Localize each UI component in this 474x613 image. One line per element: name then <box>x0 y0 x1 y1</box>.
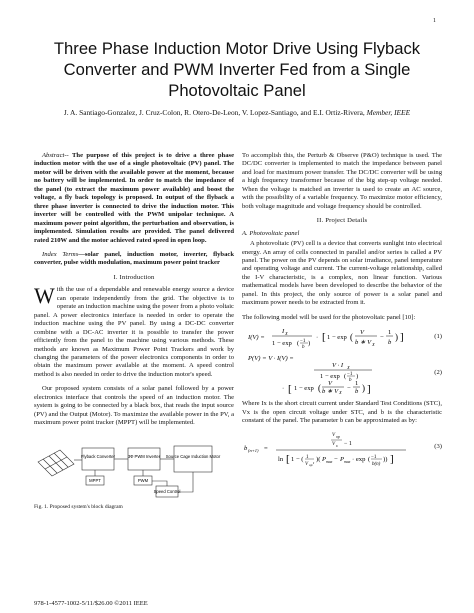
svg-text:b ∗ V: b ∗ V <box>322 388 339 395</box>
motor-block <box>174 446 212 472</box>
svg-text:· exp: · exp <box>352 455 366 463</box>
abstract-label: Abstract-- <box>42 152 69 159</box>
inverter-block <box>128 448 160 470</box>
flyback-label: Flyback Converter <box>81 453 115 459</box>
svg-text:V: V <box>305 461 309 467</box>
index-terms-text: —solar panel, induction motor, inverter, flyback converter, pulse width modulation, maximum power point tracker <box>34 250 234 267</box>
intro-paragraph-1 <box>34 283 234 379</box>
svg-text:I: I <box>313 460 315 465</box>
svg-text:b: b <box>244 444 248 452</box>
svg-text:)): )) <box>383 455 388 463</box>
membership: Member, IEEE <box>366 108 411 117</box>
svg-text:[: [ <box>322 331 326 344</box>
svg-text:]: ] <box>400 331 404 344</box>
svg-text:1 − exp: 1 − exp <box>272 340 292 348</box>
motor-label: Source Cage Induction Motor <box>165 453 221 459</box>
svg-text:1: 1 <box>388 329 392 337</box>
svg-text:1: 1 <box>355 380 359 388</box>
svg-text:X: X <box>372 342 375 348</box>
equation-3-svg <box>242 428 420 468</box>
index-terms <box>34 251 234 268</box>
equation-1-svg <box>242 324 420 350</box>
svg-text:max: max <box>326 459 333 464</box>
svg-text:[: [ <box>286 452 290 465</box>
svg-text:−: − <box>380 334 384 342</box>
right-paragraph-3: The following model will be used for the photovoltaic panel [10]: <box>242 313 416 321</box>
svg-text:−1: −1 <box>371 454 377 460</box>
svg-text:(: ( <box>297 340 300 348</box>
right-column <box>242 152 442 470</box>
svg-text:b: b <box>355 388 359 395</box>
drop-cap: W <box>34 283 55 309</box>
intro-paragraph-2: Our proposed system consists of a solar panel followed by a power electronics interface that controls the speed of an induction motor. The system is going to be connected by a black box, that reads the input source (PV) and the Output (Motor). To maximize the available power in the PV, a maximum power point tracker (MPPT) will be implemented. <box>34 385 234 427</box>
svg-text:P(V) = V · I(V) =: P(V) = V · I(V) = <box>248 355 294 363</box>
svg-text:I: I <box>282 328 285 336</box>
svg-text:=: = <box>264 444 268 452</box>
svg-text:V · I: V · I <box>332 362 344 370</box>
svg-text:): ) <box>356 373 359 381</box>
abstract-text: The purpose of this project is to drive a three phase induction motor with the use of a single photovoltaic (PV) panel. The motor will be driven with the available power at the moment, because no battery will be implemented. In order to match the impedance of the panel (to extract the maximum power available) and boost the voltage, a fly back topology is proposed. In output of the flyback a three phase inverter is connected to drive the induction motor. This inverter will be controlled with the PWM unipolar technique. A maximum power point algorithm, the perturbation and observation, is implemented. Simulation results are provided. The panel delivered rated 210W and the motor achieved rated speed in open loop. <box>34 152 234 244</box>
svg-text:max: max <box>344 459 351 464</box>
subsection-heading-pv: A. Photovoltaic panel <box>242 229 300 237</box>
svg-text:)(: )( <box>316 455 321 463</box>
equation-1 <box>242 324 442 350</box>
pwm-label: PWM <box>137 477 149 483</box>
svg-text:b(n): b(n) <box>372 461 381 467</box>
svg-text:1 − exp: 1 − exp <box>294 385 314 393</box>
svg-text:1 − (: 1 − ( <box>291 455 304 463</box>
svg-text:I(V) =: I(V) = <box>248 334 265 342</box>
svg-text:1 − exp: 1 − exp <box>320 373 340 381</box>
mppt-label: MPPT <box>89 477 101 483</box>
equation-2-svg <box>242 352 420 394</box>
right-paragraph-1: To accomplish this, the Perturb & Observe (P&O) technique is used. The DC/DC converter is implemented to match the impedance between panel and load for maximum power transfer. The DC/DC converter will be using a high frequency transformer because of the big step-up voltage needed. When the voltage is matched an inverter is used to create an AC source, with the possibility of a variable frequency. To maximize motor efficiency, both voltage magnitude and voltage frequency should be controlled. <box>242 152 442 210</box>
svg-text:1: 1 <box>306 454 309 460</box>
author-list <box>40 108 434 118</box>
intro-p1-text: ith the use of a dependable and renewable energy source a device can operate independently from the grid. The objective is to operate an induction machine using the power from a photo voltaic panel. A power electronics interface is needed in order to operate the induction machine using the PV panel. By using a DC-DC converter combine with a DC-AC inverter it is possible to transfer the power efficiently from the panel to the machine using various methods. These methods are known as Maximum Power Point Trackers and work by changing the parameters of the power electronics components in order to obtain the maximum power available at the moment. A speed control method is also needed in order to drive the induction motor's speed. <box>34 286 234 378</box>
pv-panel-icon <box>38 450 74 476</box>
svg-text:): ) <box>395 332 398 343</box>
svg-text:X: X <box>285 331 288 337</box>
svg-text:X: X <box>347 365 350 371</box>
paper-title: Three Phase Induction Motor Drive Using Flyback Converter and PWM Inverter Fed from a Single Photovoltaic Panel <box>53 39 421 100</box>
svg-text:·: · <box>282 385 285 393</box>
equation-1-number: (1) <box>434 332 442 340</box>
svg-text:V: V <box>328 380 333 388</box>
svg-text:P: P <box>340 455 345 463</box>
svg-text:V: V <box>332 441 336 447</box>
svg-text:): ) <box>362 383 365 394</box>
svg-text:]: ] <box>390 452 394 465</box>
equation-3 <box>242 428 442 468</box>
right-paragraph-2: A photovoltaic (PV) cell is a device that converts sunlight into electrical energy. An array of cells connected in parallel and/or series is called a PV panel. The power on the PV depends on solar irradiance, panel temperature and operating voltage and current. The current-voltage relationship, called the I-V characteristic, is a complex, non linear function. Various mathematical models have been developed to describe the behavior of the panel. In this project, the only source of power is a solar panel and maximum power needs to be extracted from it. <box>242 240 442 307</box>
figure-caption: Fig. 1. Proposed system's block diagram <box>34 504 123 511</box>
svg-text:− 1: − 1 <box>344 440 352 447</box>
block-diagram <box>34 432 234 512</box>
svg-text:b: b <box>388 339 392 347</box>
svg-text:X: X <box>339 390 342 395</box>
inverter-label: 3Ф PWM Inverter <box>127 453 161 459</box>
svg-text:): ) <box>308 340 311 348</box>
equation-2 <box>242 352 442 394</box>
right-paragraph-4: Where Ix is the short circuit current under Standard Test Conditions (STC), Vx is the open circuit voltage under STC, and b is the characteristic constant of the panel. The parameter b can be approximated as by: <box>242 400 442 425</box>
svg-text:]: ] <box>367 383 371 395</box>
svg-text:V: V <box>332 432 336 438</box>
authors-text: J. A. Santiago-Gonzalez, J. Cruz-Colon, R. Otero-De-Leon, V. Lopez-Santiago, and E.I. Ortiz-Rivera, <box>63 108 365 117</box>
equation-2-number: (2) <box>434 368 442 376</box>
svg-text:(n+1): (n+1) <box>248 447 259 453</box>
block-diagram-svg <box>34 432 234 498</box>
svg-text:P: P <box>322 455 327 463</box>
speed-control-label: Speed Control <box>153 488 181 494</box>
svg-text:ln: ln <box>278 455 284 463</box>
svg-text:·: · <box>316 334 319 342</box>
svg-text:−: − <box>347 385 351 393</box>
svg-text:x: x <box>336 443 338 448</box>
svg-text:b: b <box>302 345 305 351</box>
svg-text:−1: −1 <box>347 372 353 378</box>
index-terms-label: Index Terms <box>42 250 79 258</box>
svg-text:−1: −1 <box>300 339 306 345</box>
copyright-footer: 978-1-4577-1002-5/11/$26.00 ©2011 IEEE <box>34 600 148 607</box>
svg-text:−: − <box>334 455 338 463</box>
svg-text:(: ( <box>344 373 347 381</box>
svg-text:(: ( <box>350 332 353 343</box>
svg-text:V: V <box>360 329 365 337</box>
section-heading-project-details: II. Project Details <box>316 217 368 225</box>
abstract <box>34 152 234 245</box>
left-column <box>34 152 234 512</box>
svg-text:b ∗ V: b ∗ V <box>355 339 372 347</box>
section-heading-introduction: I. Introduction <box>113 273 155 281</box>
svg-text:(: ( <box>318 383 321 394</box>
page-number: 1 <box>433 18 436 24</box>
svg-text:op: op <box>309 462 313 467</box>
svg-text:(: ( <box>368 455 371 463</box>
flyback-block <box>82 448 114 470</box>
equation-3-number: (3) <box>434 443 442 451</box>
svg-text:b: b <box>349 378 352 384</box>
svg-text:op: op <box>336 434 340 439</box>
svg-text:1 − exp: 1 − exp <box>327 334 347 342</box>
svg-text:[: [ <box>288 383 292 395</box>
